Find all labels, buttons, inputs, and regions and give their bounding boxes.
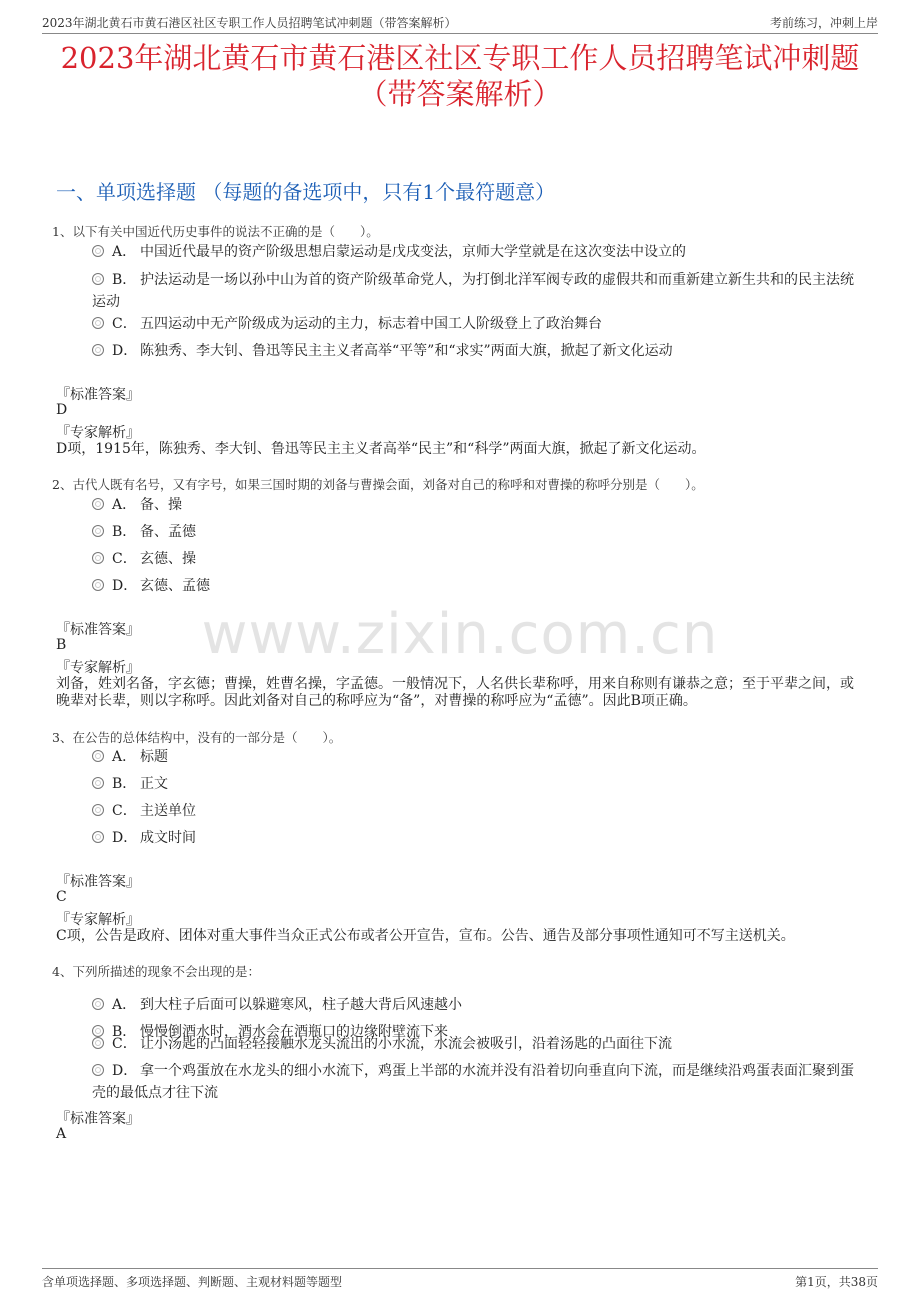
page-number: 第1页，共38页 (795, 1275, 878, 1289)
option-text: 玄德、操 (140, 551, 196, 567)
option-item[interactable] (92, 521, 862, 543)
option-item[interactable] (92, 340, 862, 362)
option-item[interactable] (92, 994, 862, 1016)
answer-value: A (56, 1126, 67, 1142)
page-header (42, 12, 878, 34)
answer-tag: 『标准答案』 (56, 874, 140, 890)
answer-tag: 『标准答案』 (56, 387, 140, 403)
answer-value: C (56, 889, 67, 905)
option-item[interactable] (92, 773, 862, 795)
option-text: 成文时间 (140, 830, 196, 846)
header-doc-title: 2023年湖北黄石市黄石港区社区专职工作人员招聘笔试冲刺题（带答案解析） (42, 16, 457, 30)
title-line-1: 2023年湖北黄石市黄石港区社区专职工作人员招聘笔试冲刺题 (60, 41, 860, 75)
option-text: 主送单位 (140, 803, 196, 819)
question-stem: 2、古代人既有名号，又有字号，如果三国时期的刘备与曹操会面，刘备对自己的称呼和对曹操的称呼分别是（ ）。 (52, 477, 704, 492)
option-item[interactable] (92, 827, 862, 849)
option-letter: A． (112, 997, 137, 1013)
option-letter: B． (112, 524, 137, 540)
explanation-tag: 『专家解析』 (56, 660, 140, 676)
option-text: 备、孟德 (140, 524, 196, 540)
option-letter: D． (112, 830, 138, 846)
option-text: 陈独秀、李大钊、鲁迅等民主主义者高举“平等”和“求实”两面大旗，掀起了新文化运动 (140, 343, 673, 359)
question-stem: 4、下列所描述的现象不会出现的是： (52, 964, 260, 979)
option-letter: D． (112, 578, 138, 594)
option-item[interactable] (92, 313, 862, 335)
option-item[interactable] (92, 1033, 862, 1055)
question-stem: 1、以下有关中国近代历史事件的说法不正确的是（ ）。 (52, 224, 379, 239)
radio-icon[interactable] (92, 998, 104, 1010)
radio-icon[interactable] (92, 525, 104, 537)
radio-icon[interactable] (92, 552, 104, 564)
answer-tag: 『标准答案』 (56, 622, 140, 638)
option-letter: B． (112, 272, 137, 288)
option-text: 慢慢倒酒水时，酒水会在酒瓶口的边缘附壁流下来 (140, 1024, 448, 1040)
watermark: www.zixin.com.cn (201, 602, 719, 667)
radio-icon[interactable] (92, 273, 104, 285)
option-item[interactable] (92, 548, 862, 570)
title-line-2: （带答案解析） (358, 77, 562, 111)
document-title (0, 40, 920, 112)
explanation-tag: 『专家解析』 (56, 912, 140, 928)
explanation-text: C项，公告是政府、团体对重大事件当众正式公布或者公开宣告，宣布。公告、通告及部分事项性通知可不写主送机关。 (56, 928, 795, 944)
radio-icon[interactable] (92, 1037, 104, 1049)
option-letter: A． (112, 749, 137, 765)
answer-tag: 『标准答案』 (56, 1111, 140, 1127)
radio-icon[interactable] (92, 344, 104, 356)
radio-icon[interactable] (92, 831, 104, 843)
radio-icon[interactable] (92, 777, 104, 789)
option-item[interactable] (92, 575, 862, 597)
page-footer (42, 1268, 878, 1292)
answer-value: B (56, 637, 67, 653)
radio-icon[interactable] (92, 750, 104, 762)
option-letter: B． (112, 776, 137, 792)
radio-icon[interactable] (92, 804, 104, 816)
answer-value: D (56, 402, 68, 418)
option-text: 拿一个鸡蛋放在水龙头的细小水流下，鸡蛋上半部的水流并没有沿着切向垂直向下流，而是继续沿鸡蛋表面汇聚到蛋壳的最低点才往下流 (92, 1063, 854, 1101)
option-letter: D． (112, 1063, 138, 1079)
header-slogan: 考前练习，冲刺上岸 (769, 16, 878, 30)
option-letter: C． (112, 803, 137, 819)
radio-icon[interactable] (92, 317, 104, 329)
explanation-text: D项，1915年，陈独秀、李大钊、鲁迅等民主主义者高举“民主”和“科学”两面大旗，掀起了新文化运动。 (56, 441, 706, 457)
radio-icon[interactable] (92, 579, 104, 591)
option-text: 正文 (140, 776, 168, 792)
option-text: 让小汤匙的凸面轻轻接触水龙头流出的小水流，水流会被吸引，沿着汤匙的凸面往下流 (140, 1036, 672, 1052)
option-item[interactable] (92, 746, 862, 768)
explanation-tag: 『专家解析』 (56, 425, 140, 441)
footer-question-types: 含单项选择题、多项选择题、判断题、主观材料题等题型 (42, 1275, 343, 1289)
explanation-text: 刘备，姓刘名备，字玄德；曹操，姓曹名操，字孟德。一般情况下，人名供长辈称呼，用来自称则有谦恭之意；至于平辈之间，或晚辈对长辈，则以字称呼。因此刘备对自己的称呼应为“备”，对曹操的称呼应为“孟德”。因此B项正确。 (56, 676, 854, 709)
radio-icon[interactable] (92, 1064, 104, 1076)
option-text: 玄德、孟德 (140, 578, 210, 594)
option-text: 到大柱子后面可以躲避寒风，柱子越大背后风速越小 (140, 997, 462, 1013)
option-item[interactable] (92, 494, 862, 516)
radio-icon[interactable] (92, 498, 104, 510)
option-letter: A． (112, 244, 137, 260)
option-letter: A． (112, 497, 137, 513)
option-letter: D． (112, 343, 138, 359)
option-text: 中国近代最早的资产阶级思想启蒙运动是戊戌变法，京师大学堂就是在这次变法中设立的 (140, 244, 686, 260)
option-letter: C． (112, 1036, 137, 1052)
option-item[interactable] (92, 269, 862, 313)
option-text: 五四运动中无产阶级成为运动的主力，标志着中国工人阶级登上了政治舞台 (140, 316, 602, 332)
option-letter: C． (112, 551, 137, 567)
option-letter: B． (112, 1024, 137, 1040)
option-letter: C． (112, 316, 137, 332)
option-text: 备、操 (140, 497, 182, 513)
option-text: 标题 (140, 749, 168, 765)
option-item[interactable] (92, 1060, 862, 1104)
question-stem: 3、在公告的总体结构中，没有的一部分是（ ）。 (52, 730, 342, 745)
option-text: 护法运动是一场以孙中山为首的资产阶级革命党人，为打倒北洋军阀专政的虚假共和而重新建立新生共和的民主法统运动 (92, 272, 854, 310)
radio-icon[interactable] (92, 245, 104, 257)
option-item[interactable] (92, 800, 862, 822)
option-item[interactable] (92, 241, 862, 263)
section-heading: 一、单项选择题 （每题的备选项中，只有1个最符题意） (56, 180, 556, 204)
